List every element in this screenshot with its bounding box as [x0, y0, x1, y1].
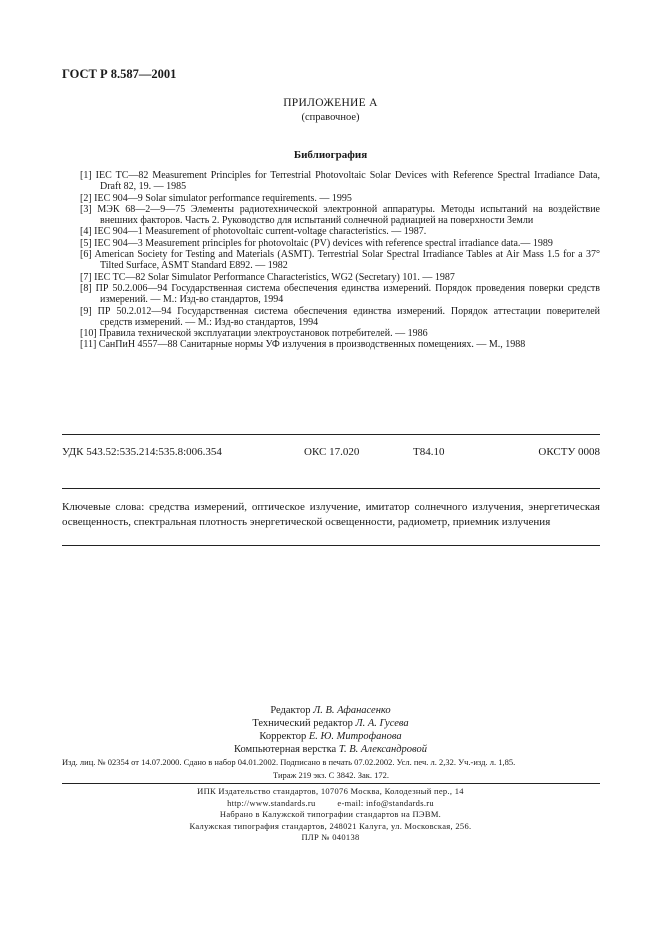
credit-tech-editor: Технический редактор Л. А. Гусева [252, 718, 409, 729]
publisher-line-3: Набрано в Калужской типографии стандартов на ПЭВМ. [219, 809, 442, 819]
bibliography-item: [5] IEC 904—3 Measurement principles for photovoltaic (PV) devices with reference spectral irradiance data.— 1989 [80, 237, 553, 249]
publisher-divider [62, 783, 600, 784]
bibliography-item: [10] Правила технической эксплуатации электроустановок потребителей. — 1986 [80, 328, 428, 340]
publication-line-1: Изд. лиц. № 02354 от 14.07.2000. Сдано в набор 04.01.2002. Подписано в печать 07.02.2002. Усл. печ. л. 2,32. Уч.-изд. л. 1,85. [62, 757, 516, 767]
publisher-line-5: ПЛР № 040138 [301, 832, 360, 842]
okstu-code: ОКСТУ 0008 [538, 446, 600, 458]
bibliography-item: [9] ПР 50.2.012—94 Государственная система обеспечения единства измерений. Порядок аттестации поверителей средств измерений. — М.: Изд-во стандартов, 1994 [80, 305, 600, 328]
bibliography-item: [7] IEC TC—82 Solar Simulator Performance Characteristics, WG2 (Secretary) 101. — 1987 [80, 271, 455, 283]
standard-number: ГОСТ Р 8.587—2001 [62, 67, 177, 81]
classification-row [62, 446, 600, 460]
publisher-line-1: ИПК Издательство стандартов, 107076 Москва, Колодезный пер., 14 [197, 786, 464, 796]
bibliography-item: [11] СанПиН 4557—88 Санитарные нормы УФ излучения в производственных помещениях. — М., 1988 [80, 339, 526, 351]
annex-subtitle: (справочное) [301, 112, 360, 123]
top-divider [62, 434, 600, 435]
publisher-website: http://www.standards.ru [227, 797, 316, 808]
bibliography-item: [4] IEC 904—1 Measurement of photovoltaic current-voltage characteristics. — 1987. [80, 226, 427, 238]
udk-code: УДК 543.52:535.214:535.8:006.354 [62, 446, 222, 458]
publisher-contacts [0, 798, 661, 810]
classification-divider [62, 488, 600, 489]
keywords: Ключевые слова: средства измерений, оптическое излучение, имитатор солнечного излучения, энергетическая освещенность, спектральная плотность энергетической освещенности, радиометр, приемник излучения [62, 501, 600, 528]
credit-layout: Компьютерная верстка Т. В. Александровой [234, 744, 427, 755]
oks-code: ОКС 17.020 [304, 446, 360, 458]
publisher-email: e-mail: info@standards.ru [337, 797, 434, 808]
publication-info [62, 756, 600, 782]
bibliography-item: [3] МЭК 68—2—9—75 Элементы радиотехнической электронной аппаратуры. Методы испытаний на воздействие внешних факторов. Часть 2. Руководство для испытаний солнечной радиацией на поверхности Земли [80, 203, 600, 227]
category-code: Т84.10 [413, 446, 445, 458]
publisher-info [0, 786, 661, 844]
credit-corrector: Корректор Е. Ю. Митрофанова [259, 731, 402, 742]
bibliography-list [80, 170, 600, 351]
bibliography-item: [6] American Society for Testing and Materials (ASMT). Terrestrial Solar Spectral Irradiance Tables at Air Mass 1.5 for a 37° Tilted Surface, ASMT Standard E892. — 1982 [80, 249, 600, 272]
bibliography-item: [8] ПР 50.2.006—94 Государственная система обеспечения единства измерений. Порядок проведения поверки средств измерений. — М.: Изд-во стандартов, 1994 [80, 282, 600, 306]
credits [0, 704, 661, 756]
publisher-line-4: Калужская типография стандартов, 248021 Калуга, ул. Московская, 256. [189, 820, 472, 831]
bibliography-item: [1] IEC TC—82 Measurement Principles for Terrestrial Photovoltaic Solar Devices with Reference Spectral Irradiance Data, Draft 82, 19. — 1985 [80, 170, 600, 193]
credit-editor: Редактор Л. В. Афанасенко [270, 705, 391, 716]
bibliography-item: [2] IEC 904—9 Solar simulator performance requirements. — 1995 [80, 192, 352, 204]
publication-line-2: Тираж 219 экз. С 3842. Зак. 172. [272, 770, 390, 780]
keywords-divider [62, 545, 600, 546]
bibliography-title: Библиография [293, 149, 368, 161]
annex-title: ПРИЛОЖЕНИЕ А [283, 97, 378, 109]
